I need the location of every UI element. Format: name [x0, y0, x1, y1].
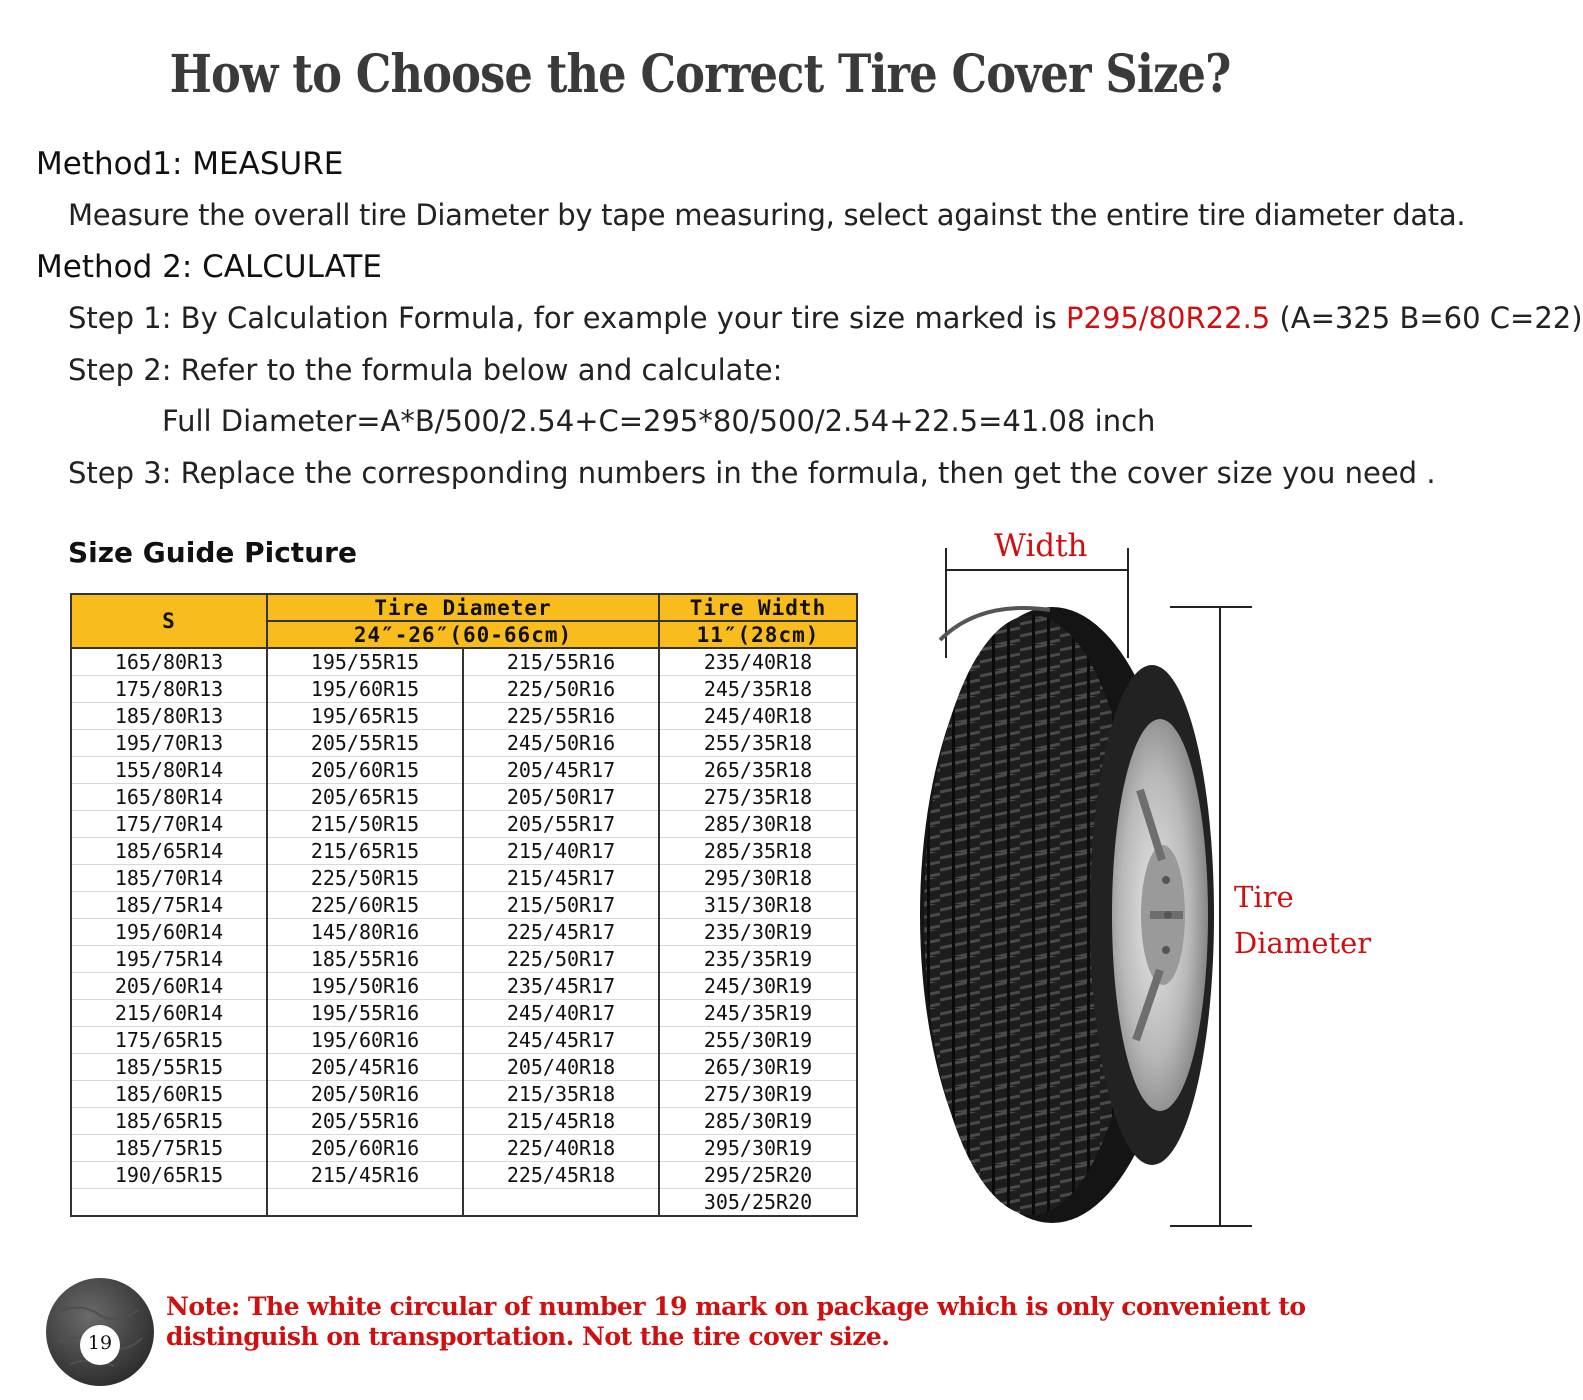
size-cell: 255/35R18	[659, 730, 857, 757]
size-cell: 185/65R15	[71, 1108, 267, 1135]
size-cell: 215/45R17	[463, 865, 659, 892]
step1-text	[68, 301, 1583, 335]
size-cell: 185/60R15	[71, 1081, 267, 1108]
size-cell: 235/35R19	[659, 946, 857, 973]
size-cell: 205/50R17	[463, 784, 659, 811]
table-row	[71, 757, 857, 784]
method1-text: Measure the overall tire Diameter by tape measuring, select against the entire tire diameter data.	[68, 198, 1466, 232]
table-row	[71, 865, 857, 892]
size-cell: 185/75R14	[71, 892, 267, 919]
size-cell: 185/70R14	[71, 865, 267, 892]
size-cell: 195/50R16	[267, 973, 463, 1000]
size-cell: 245/40R17	[463, 1000, 659, 1027]
table-row	[71, 838, 857, 865]
note-text	[166, 1292, 1381, 1352]
table-row	[71, 1027, 857, 1054]
size-cell: 215/40R17	[463, 838, 659, 865]
table-row	[71, 973, 857, 1000]
size-cell: 205/65R15	[267, 784, 463, 811]
size-cell: 245/50R16	[463, 730, 659, 757]
size-cell: 175/80R13	[71, 676, 267, 703]
table-row	[71, 1162, 857, 1189]
header-size: S	[71, 594, 267, 648]
table-row	[71, 730, 857, 757]
size-cell: 215/50R15	[267, 811, 463, 838]
tire-illustration	[900, 540, 1400, 1240]
size-table	[70, 593, 858, 1217]
size-cell: 315/30R18	[659, 892, 857, 919]
table-row	[71, 1054, 857, 1081]
size-cell: 205/55R16	[267, 1108, 463, 1135]
header-width-value: 11″(28cm)	[659, 621, 857, 648]
size-cell: 215/55R16	[463, 648, 659, 676]
method1-heading: Method1: MEASURE	[36, 146, 344, 182]
header-tire-width: Tire Width	[659, 594, 857, 621]
width-label: Width	[994, 528, 1088, 564]
package-mark-badge	[40, 1272, 160, 1392]
size-cell: 205/55R15	[267, 730, 463, 757]
size-cell: 225/40R18	[463, 1135, 659, 1162]
size-cell: 185/75R15	[71, 1135, 267, 1162]
size-cell: 245/40R18	[659, 703, 857, 730]
size-cell: 275/30R19	[659, 1081, 857, 1108]
step3-text: Step 3: Replace the corresponding numbers in the formula, then get the cover size you need .	[68, 456, 1436, 490]
size-cell: 235/45R17	[463, 973, 659, 1000]
size-cell: 195/75R14	[71, 946, 267, 973]
size-cell: 165/80R13	[71, 648, 267, 676]
table-row	[71, 919, 857, 946]
size-cell: 225/50R15	[267, 865, 463, 892]
size-cell: 225/45R18	[463, 1162, 659, 1189]
table-row	[71, 946, 857, 973]
method2-heading: Method 2: CALCULATE	[36, 249, 382, 285]
size-cell: 195/60R15	[267, 676, 463, 703]
size-cell: 215/60R14	[71, 1000, 267, 1027]
size-cell: 215/45R16	[267, 1162, 463, 1189]
size-cell: 175/70R14	[71, 811, 267, 838]
size-cell: 225/50R17	[463, 946, 659, 973]
step1-suffix: (A=325 B=60 C=22)	[1270, 301, 1583, 335]
size-cell: 195/65R15	[267, 703, 463, 730]
diameter-label-line1: Tire	[1234, 880, 1294, 914]
table-row	[71, 1108, 857, 1135]
size-cell: 215/35R18	[463, 1081, 659, 1108]
step1-prefix: Step 1: By Calculation Formula, for example your tire size marked is	[68, 301, 1066, 335]
note-line1: Note: The white circular of number 19 mark on package which is only convenient to	[166, 1292, 1306, 1321]
size-cell: 245/35R19	[659, 1000, 857, 1027]
size-cell: 205/60R14	[71, 973, 267, 1000]
size-cell: 145/80R16	[267, 919, 463, 946]
size-cell: 265/35R18	[659, 757, 857, 784]
size-cell: 225/50R16	[463, 676, 659, 703]
size-cell: 185/55R15	[71, 1054, 267, 1081]
size-cell: 245/35R18	[659, 676, 857, 703]
size-cell	[267, 1189, 463, 1217]
size-cell: 295/30R19	[659, 1135, 857, 1162]
size-cell: 265/30R19	[659, 1054, 857, 1081]
page-title: How to Choose the Correct Tire Cover Size?	[169, 44, 1231, 105]
size-cell: 285/35R18	[659, 838, 857, 865]
size-cell: 305/25R20	[659, 1189, 857, 1217]
size-cell: 225/45R17	[463, 919, 659, 946]
size-cell: 195/55R16	[267, 1000, 463, 1027]
size-cell: 155/80R14	[71, 757, 267, 784]
size-cell: 285/30R18	[659, 811, 857, 838]
size-cell: 285/30R19	[659, 1108, 857, 1135]
table-row	[71, 648, 857, 676]
size-cell: 245/30R19	[659, 973, 857, 1000]
step2-text: Step 2: Refer to the formula below and calculate:	[68, 353, 783, 387]
formula-text: Full Diameter=A*B/500/2.54+C=295*80/500/2.54+22.5=41.08 inch	[162, 404, 1156, 438]
size-cell: 205/40R18	[463, 1054, 659, 1081]
tire-diagram	[900, 528, 1400, 1240]
table-row	[71, 1081, 857, 1108]
table-row	[71, 1000, 857, 1027]
diameter-label-line2: Diameter	[1234, 926, 1372, 960]
size-cell: 295/30R18	[659, 865, 857, 892]
size-cell: 255/30R19	[659, 1027, 857, 1054]
header-diameter-range: 24″-26″(60-66cm)	[267, 621, 659, 648]
size-cell: 275/35R18	[659, 784, 857, 811]
table-row	[71, 811, 857, 838]
size-cell: 195/70R13	[71, 730, 267, 757]
size-cell: 205/60R16	[267, 1135, 463, 1162]
size-cell: 185/80R13	[71, 703, 267, 730]
size-cell: 205/60R15	[267, 757, 463, 784]
size-cell: 175/65R15	[71, 1027, 267, 1054]
example-tire-size: P295/80R22.5	[1066, 301, 1271, 335]
table-row	[71, 703, 857, 730]
size-guide-heading: Size Guide Picture	[68, 536, 357, 569]
table-row	[71, 676, 857, 703]
size-cell	[71, 1189, 267, 1217]
size-cell: 165/80R14	[71, 784, 267, 811]
size-cell: 215/65R15	[267, 838, 463, 865]
size-cell: 225/60R15	[267, 892, 463, 919]
size-cell: 235/30R19	[659, 919, 857, 946]
size-cell: 190/65R15	[71, 1162, 267, 1189]
size-cell: 205/45R16	[267, 1054, 463, 1081]
size-cell: 205/45R17	[463, 757, 659, 784]
table-row	[71, 784, 857, 811]
table-row	[71, 1135, 857, 1162]
size-cell: 185/55R16	[267, 946, 463, 973]
size-cell: 205/50R16	[267, 1081, 463, 1108]
size-cell: 245/45R17	[463, 1027, 659, 1054]
size-cell: 225/55R16	[463, 703, 659, 730]
size-cell: 195/60R16	[267, 1027, 463, 1054]
note-line2: distinguish on transportation. Not the tire cover size.	[166, 1322, 890, 1351]
size-cell: 205/55R17	[463, 811, 659, 838]
size-cell	[463, 1189, 659, 1217]
header-tire-diameter: Tire Diameter	[267, 594, 659, 621]
badge-number: 19	[87, 1332, 113, 1354]
table-row	[71, 1189, 857, 1217]
size-cell: 215/50R17	[463, 892, 659, 919]
size-cell: 195/55R15	[267, 648, 463, 676]
size-cell: 235/40R18	[659, 648, 857, 676]
size-cell: 195/60R14	[71, 919, 267, 946]
size-cell: 185/65R14	[71, 838, 267, 865]
size-table-body	[71, 648, 857, 1216]
size-cell: 215/45R18	[463, 1108, 659, 1135]
table-row	[71, 892, 857, 919]
size-cell: 295/25R20	[659, 1162, 857, 1189]
